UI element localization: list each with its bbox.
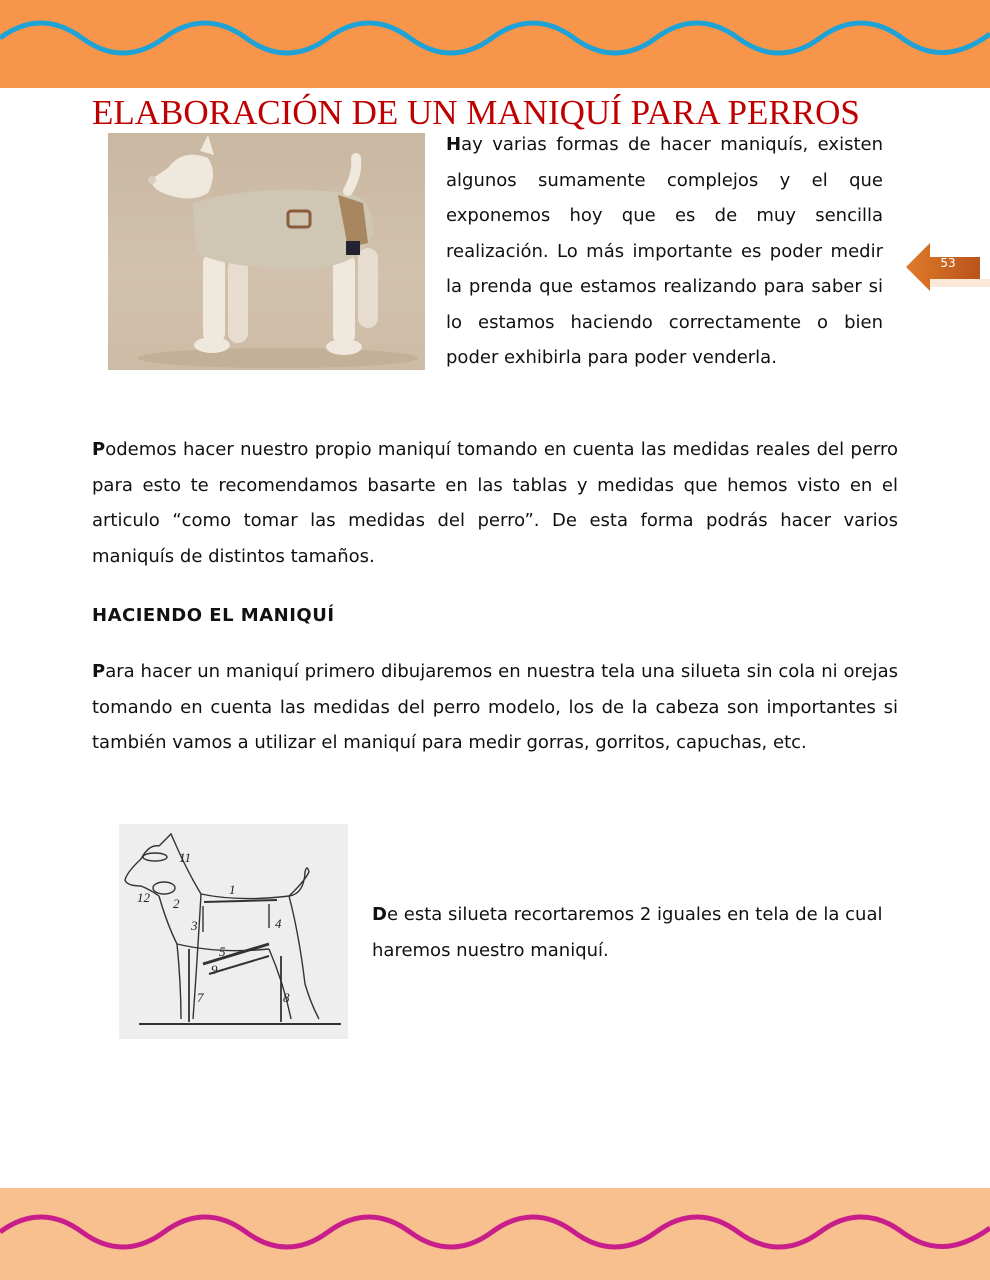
diagram-label-3: 3 — [191, 918, 198, 933]
body-paragraph-4 — [372, 897, 892, 968]
diagram-label-1: 1 — [229, 882, 236, 897]
header-wave — [0, 0, 990, 88]
paragraph4-lead-letter: D — [372, 904, 387, 925]
paragraph4-text: e esta silueta recortaremos 2 iguales en tela de la cual haremos nuestro maniquí. — [372, 904, 883, 961]
diagram-label-7: 7 — [197, 990, 204, 1005]
paragraph3-text: ara hacer un maniquí primero dibujaremos en nuestra tela una silueta sin cola ni orejas tomando en cuenta las medidas del perro modelo, los de la cabeza son importantes si también vamos a utilizar el maniquí para medir gorras, gorritos, capuchas, etc. — [92, 661, 898, 753]
diagram-label-8: 8 — [283, 990, 290, 1005]
diagram-label-4: 4 — [275, 916, 282, 931]
paragraph2-lead-letter: P — [92, 439, 106, 460]
diagram-label-5: 5 — [219, 944, 226, 959]
page-number: 53 — [940, 256, 956, 270]
dog-measurement-diagram — [119, 824, 348, 1039]
dog-mannequin-photo — [108, 133, 425, 370]
footer-wave — [0, 1188, 990, 1280]
page-title: ELABORACIÓN DE UN MANIQUÍ PARA PERROS — [92, 93, 860, 132]
diagram-label-11: 11 — [179, 850, 192, 865]
intro-text: ay varias formas de hacer maniquís, existen algunos sumamente complejos y el que exponemos hoy que es de muy sencilla realización. Lo más importante es poder medir la prenda que estamos realizando para saber si lo estamos haciendo correctamente o bien poder exhibirla para poder venderla. — [446, 134, 883, 368]
diagram-label-2: 2 — [173, 896, 180, 911]
body-paragraph-3 — [92, 654, 898, 761]
header-band — [0, 0, 990, 88]
diagram-label-12: 12 — [137, 890, 150, 905]
diagram-label-9: 9 — [211, 962, 218, 977]
intro-lead-letter: H — [446, 134, 462, 155]
footer-band — [0, 1188, 990, 1280]
section-heading: HACIENDO EL MANIQUÍ — [92, 605, 335, 626]
body-paragraph-2 — [92, 432, 898, 574]
intro-paragraph — [446, 127, 883, 376]
paragraph2-text: odemos hacer nuestro propio maniquí tomando en cuenta las medidas reales del perro para esto te recomendamos basarte en las tablas y medidas que hemos visto en el articulo “como tomar las medidas del perro”. De esta forma podrás hacer varios maniquís de distintos tamaños. — [92, 439, 898, 567]
paragraph3-lead-letter: P — [92, 661, 106, 682]
